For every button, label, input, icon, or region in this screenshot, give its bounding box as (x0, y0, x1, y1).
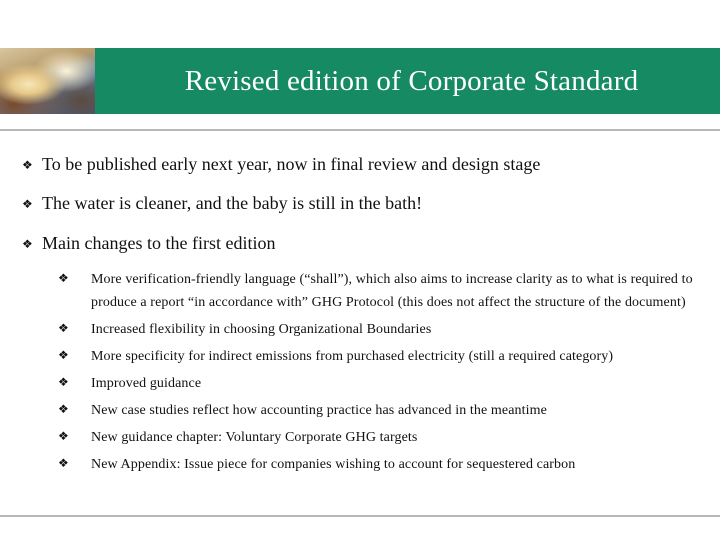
diamond-bullet-icon: ❖ (58, 321, 69, 335)
sub-bullet-item (58, 426, 698, 449)
bullet-item (22, 193, 422, 214)
sub-bullet-text: New case studies reflect how accounting practice has advanced in the meantime (91, 403, 547, 418)
bullet-text: The water is cleaner, and the baby is still in the bath! (42, 193, 423, 213)
diamond-bullet-icon: ❖ (22, 237, 33, 251)
diamond-bullet-icon: ❖ (58, 348, 69, 362)
bottom-divider (0, 515, 720, 517)
sub-bullet-item (58, 399, 698, 422)
bullet-text: Main changes to the first edition (42, 233, 276, 253)
sub-bullet-text: New Appendix: Issue piece for companies wishing to account for sequestered carbon (91, 457, 576, 472)
diamond-bullet-icon: ❖ (58, 429, 69, 443)
sub-bullet-text: More specificity for indirect emissions from purchased electricity (still a required category) (91, 349, 614, 364)
sub-bullet-text: Increased flexibility in choosing Organizational Boundaries (91, 322, 432, 337)
top-divider (0, 129, 720, 131)
sub-bullet-item (58, 453, 698, 476)
diamond-bullet-icon: ❖ (22, 158, 33, 172)
sub-bullet-text: New guidance chapter: Voluntary Corporate GHG targets (91, 430, 418, 445)
sub-bullet-item (58, 318, 698, 341)
diamond-bullet-icon: ❖ (58, 402, 69, 416)
diamond-bullet-icon: ❖ (58, 456, 69, 470)
bullet-item (22, 233, 275, 254)
sub-bullet-item (58, 345, 698, 368)
sub-bullet-item (58, 372, 698, 395)
diamond-bullet-icon: ❖ (58, 375, 69, 389)
header-image (0, 48, 95, 114)
sub-bullet-text: More verification-friendly language (“shall”), which also aims to increase clarity as to what is required to produce a report “in accordance with” GHG Protocol (this does not affect the structure of the document) (91, 272, 693, 310)
diamond-bullet-icon: ❖ (58, 271, 69, 285)
diamond-bullet-icon: ❖ (22, 197, 33, 211)
page-title: Revised edition of Corporate Standard (184, 64, 639, 97)
bullet-item (22, 154, 540, 175)
sub-bullet-text: Improved guidance (91, 376, 202, 391)
title-bar (95, 48, 720, 114)
bullet-text: To be published early next year, now in final review and design stage (42, 154, 541, 174)
sub-bullet-item (58, 268, 698, 314)
sub-bullet-list (58, 268, 698, 476)
